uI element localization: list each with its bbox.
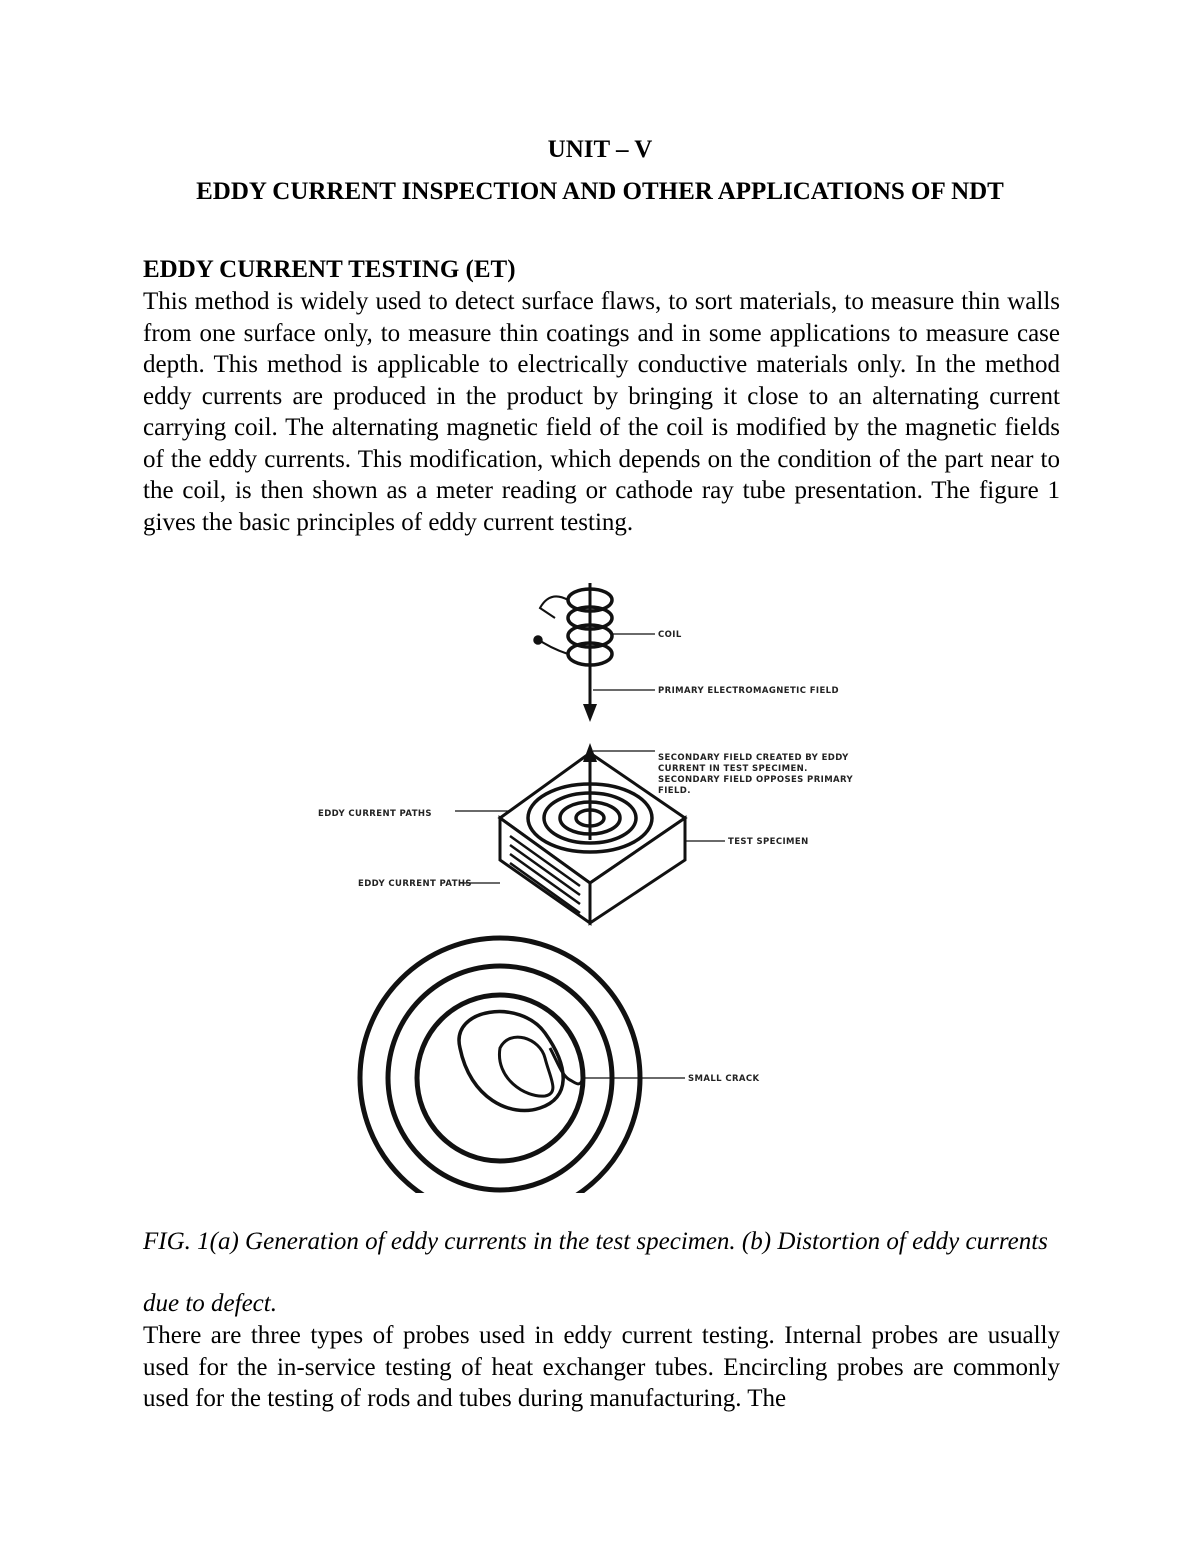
intro-paragraph: This method is widely used to detect surface flaws, to sort materials, to measure thin walls from one surface only, to measure thin coatings and in some applications to measure case depth. This method is applicable to electrically conductive materials only. In the method eddy currents are produced in the product by bringing it close to an alternating current carrying coil. The alternating magnetic field of the coil is modified by the magnetic fields of the eddy currents. This modification, which depends on the condition of the part near to the coil, is then shown as a meter reading or cathode ray tube presentation. The figure 1 gives the basic principles of eddy current testing.: [143, 288, 1060, 536]
unit-heading: UNIT – V: [547, 136, 653, 163]
label-secondary-field-2: CURRENT IN TEST SPECIMEN.: [658, 764, 808, 774]
distorted-eddy-rings: [360, 938, 640, 1193]
eddy-current-figure: [300, 578, 860, 1193]
chapter-title: EDDY CURRENT INSPECTION AND OTHER APPLICATIONS OF NDT: [196, 178, 1004, 205]
primary-field-arrow: [583, 583, 597, 722]
figure-caption: FIG. 1(a) Generation of eddy currents in the test specimen. (b) Distortion of eddy currents: [143, 1228, 1048, 1255]
label-secondary-field-3: SECONDARY FIELD OPPOSES PRIMARY: [658, 775, 854, 785]
label-eddy-paths-side: EDDY CURRENT PATHS: [358, 879, 472, 889]
label-coil: COIL: [658, 630, 682, 640]
figure-caption-continued: due to defect.: [143, 1290, 277, 1317]
section-heading: EDDY CURRENT TESTING (ET): [143, 256, 516, 283]
coil-drawing: [535, 589, 612, 665]
label-secondary-field-4: FIELD.: [658, 786, 691, 796]
label-secondary-field-1: SECONDARY FIELD CREATED BY EDDY: [658, 753, 849, 763]
label-primary-field: PRIMARY ELECTROMAGNETIC FIELD: [658, 686, 839, 696]
label-small-crack: SMALL CRACK: [688, 1074, 760, 1084]
label-eddy-paths-top: EDDY CURRENT PATHS: [318, 809, 432, 819]
probes-paragraph: There are three types of probes used in eddy current testing. Internal probes are usually used for the in-service testing of heat exchanger tubes. Encircling probes are commonly used for the testing of rods and tubes during manufacturing. The: [143, 1322, 1060, 1412]
label-test-specimen: TEST SPECIMEN: [728, 837, 809, 847]
